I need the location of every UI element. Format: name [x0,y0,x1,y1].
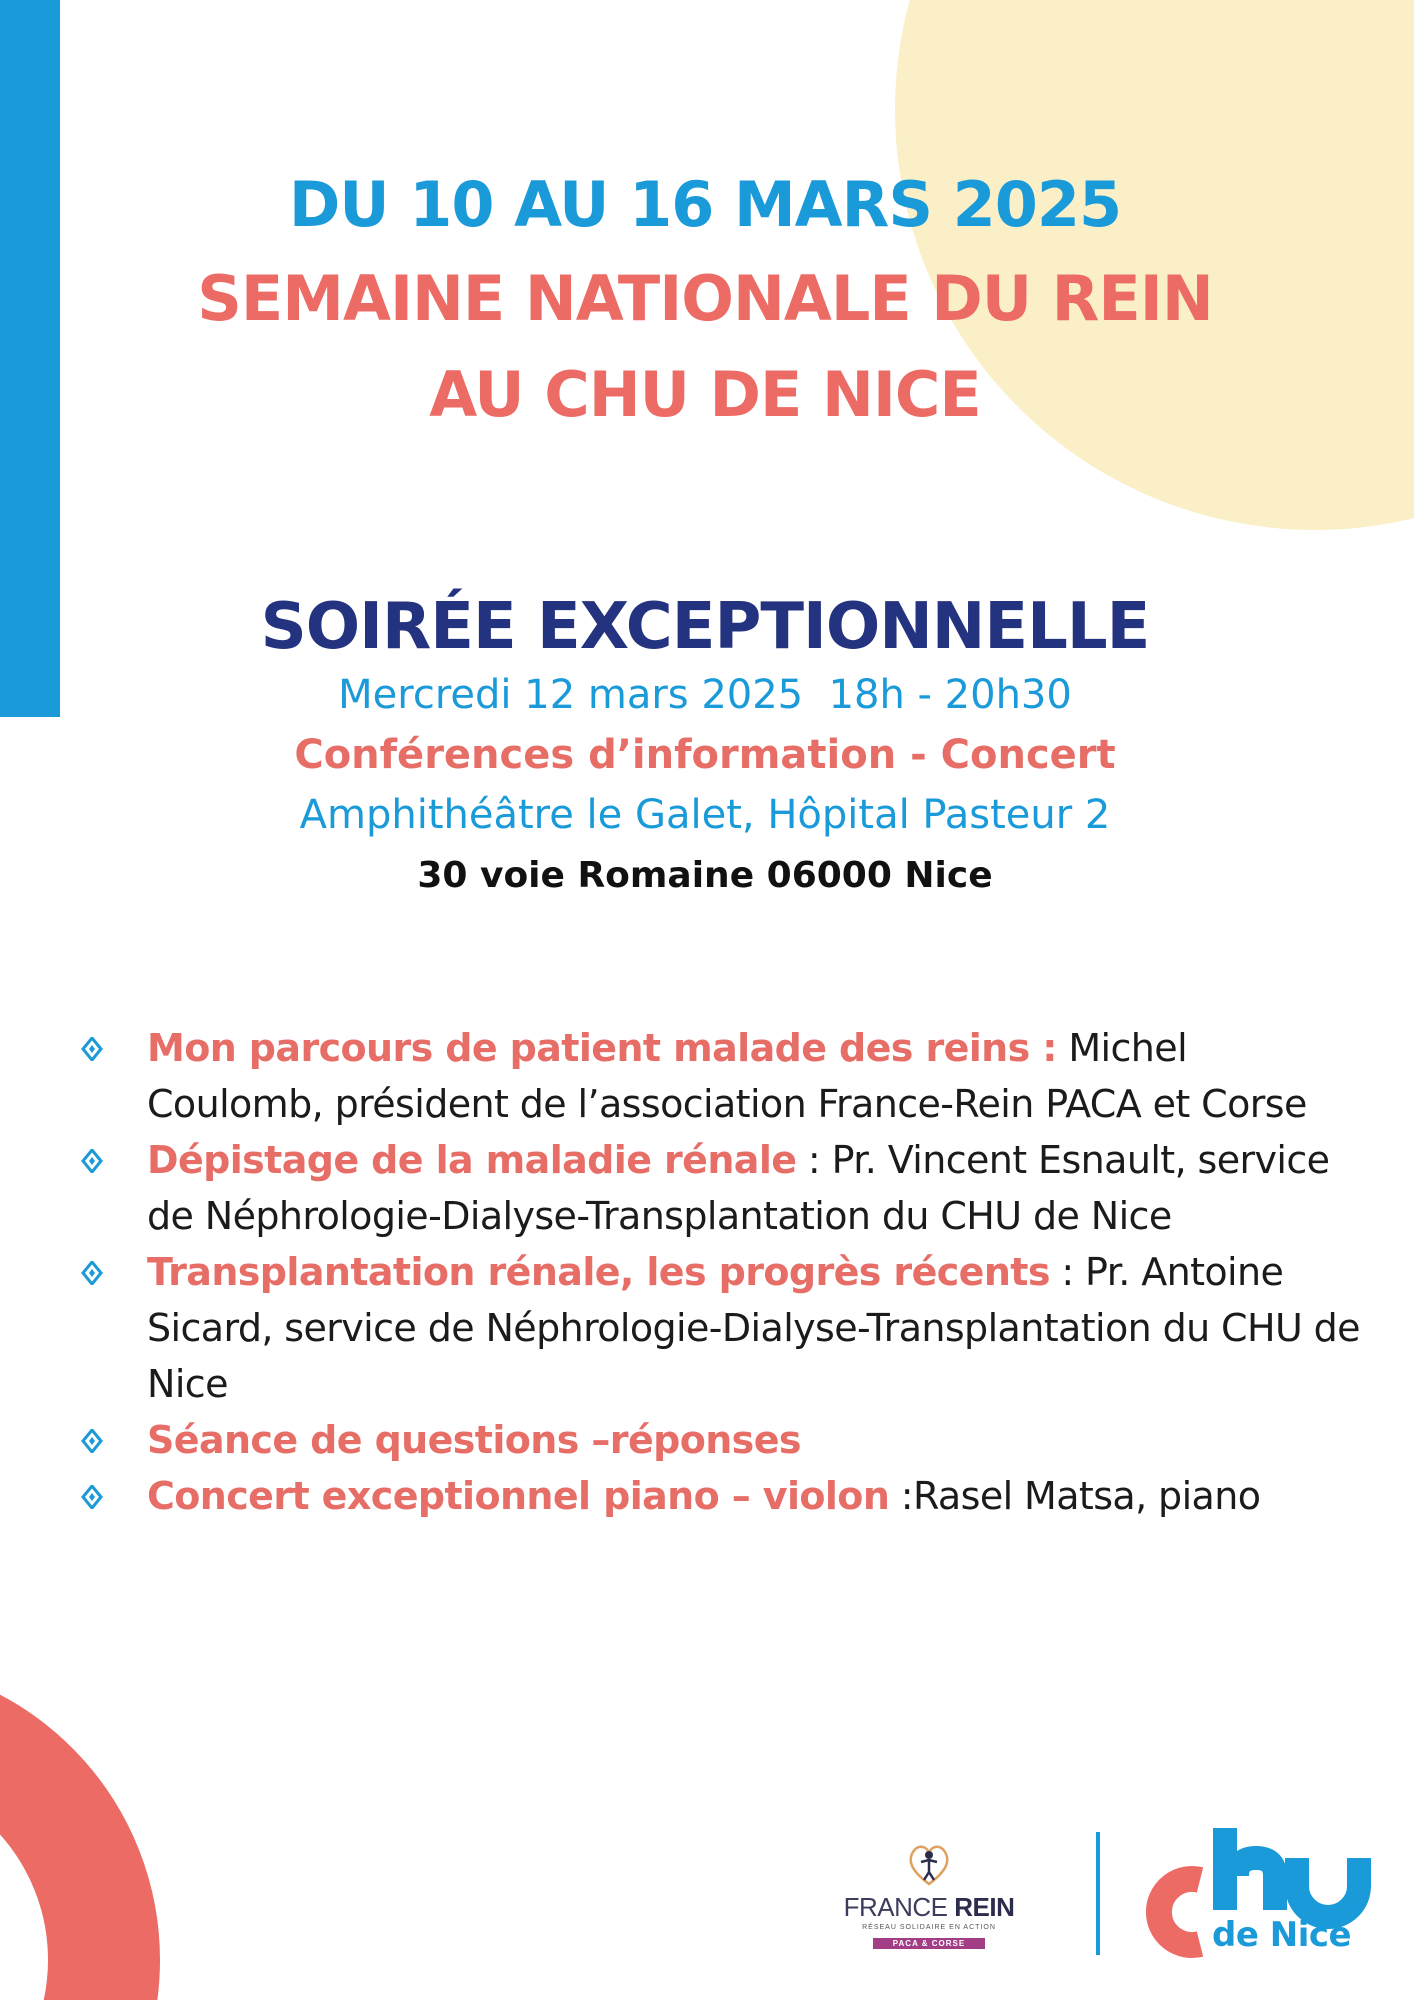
soiree-title: SOIRÉE EXCEPTIONNELLE [260,590,1150,664]
program-item [0,1412,1414,1468]
diamond-bullet-icon [80,1261,104,1285]
diamond-bullet-icon [80,1037,104,1061]
logo-divider [1096,1832,1100,1955]
program-item-label: Dépistage de la maladie rénale [147,1138,797,1182]
decorative-coral-ring [0,1660,160,2000]
soiree-venue: Amphithéâtre le Galet, Hôpital Pasteur 2 [299,792,1111,838]
france-rein-name-bold: REIN [954,1892,1015,1922]
program-item-text: : Pr. Vincent Esnault, service de Néphrologie-Dialyse-Transplantation du CHU de Nice [147,1138,1330,1238]
soiree-kind: Conférences d’information - Concert [294,732,1116,778]
program-item-label: Concert exceptionnel piano – violon [147,1474,890,1518]
france-rein-name [842,1892,1016,1923]
program-item-label: Mon parcours de patient malade des reins : [147,1026,1057,1070]
heart-figure-icon [905,1840,953,1888]
decorative-blue-bar [0,0,60,717]
program-item [0,1468,1414,1524]
soiree-date-time: Mercredi 12 mars 2025 18h - 20h30 [338,672,1072,718]
france-rein-tagline: RÉSEAU SOLIDAIRE EN ACTION [862,1924,996,1931]
event-title-line-1: SEMAINE NATIONALE DU REIN [197,262,1213,335]
program-item-text: : Pr. Antoine Sicard, service de Néphrologie-Dialyse-Transplantation du CHU de Nice [147,1250,1360,1406]
program-item [0,1020,1414,1132]
diamond-bullet-icon [80,1429,104,1453]
date-range-heading: DU 10 AU 16 MARS 2025 [288,168,1122,241]
diamond-bullet-icon [80,1149,104,1173]
diamond-bullet-icon [80,1485,104,1509]
event-title-line-2: AU CHU DE NICE [429,358,981,431]
france-rein-logo [842,1840,1016,1960]
program-item-text: Michel Coulomb, président de l’association France-Rein PACA et Corse [147,1026,1307,1126]
program-item [0,1132,1414,1244]
program-item-label: Transplantation rénale, les progrès récents [147,1250,1050,1294]
france-rein-region: PACA & CORSE [873,1938,985,1949]
soiree-address: 30 voie Romaine 06000 Nice [417,855,993,896]
chu-city-label: de Nice [1212,1915,1352,1955]
program-list [0,1020,1414,1524]
program-item-text: :Rasel Matsa, piano [889,1474,1261,1518]
program-item-label: Séance de questions –réponses [147,1418,801,1462]
france-rein-name-part: FRANCE [843,1892,948,1922]
program-item [0,1244,1414,1412]
